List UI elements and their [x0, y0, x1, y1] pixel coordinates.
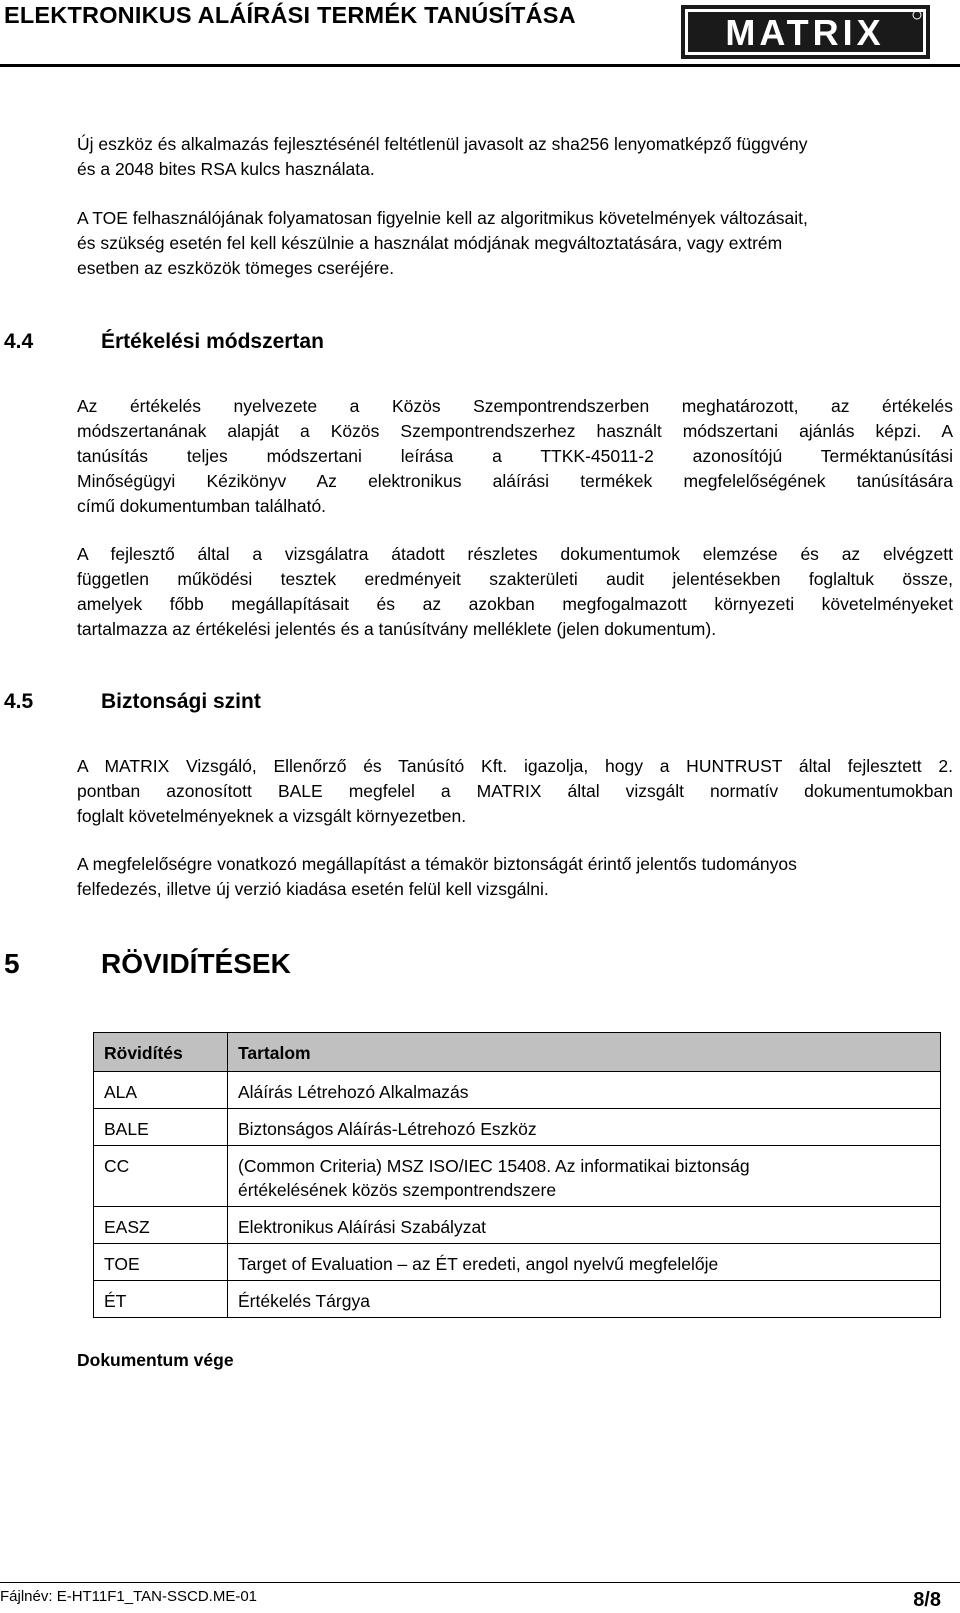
- paragraph-hash-recommendation: Új eszköz és alkalmazás fejlesztésénél feltétlenül javasolt az sha256 lenyomatképző függvény és a 2048 bites RSA kulcs használata.: [77, 134, 808, 179]
- paragraph-toe-user: A TOE felhasználójának folyamatosan figyelnie kell az algoritmikus követelmények változásait, és szükség esetén fel kell készülnie a használat módjának megváltoztatására, vagy extrém esetben az eszközök tömeges cseréjére.: [77, 208, 808, 278]
- paragraph-reassessment: A megfelelőségre vonatkozó megállapítást a témakör biztonságát érintő jelentős tudományos felfedezés, illetve új verzió kiadása esetén felül kell vizsgálni.: [77, 854, 797, 899]
- table-row: [94, 1244, 941, 1281]
- content-cell: Elektronikus Aláírási Szabályzat: [228, 1207, 941, 1244]
- table-header-row: [94, 1033, 941, 1072]
- table-row: [94, 1109, 941, 1146]
- abbr-cell: TOE: [94, 1244, 228, 1281]
- content-cell: Target of Evaluation – az ÉT eredeti, angol nyelvű megfelelője: [228, 1244, 941, 1281]
- column-header-content: Tartalom: [228, 1033, 941, 1072]
- footer-filename: Fájlnév: E-HT11F1_TAN-SSCD.ME-01: [0, 1588, 258, 1605]
- document-title: ELEKTRONIKUS ALÁÍRÁSI TERMÉK TANÚSÍTÁSA: [4, 2, 576, 28]
- svg-text:MATRIX: MATRIX: [725, 12, 885, 53]
- abbreviations-table: [93, 1032, 941, 1318]
- paragraph-matrix-certifies: A MATRIX Vizsgáló, Ellenőrző és Tanúsító Kft. igazolja, hogy a HUNTRUST által fejlesztett 2. pontban azonosított BALE megfelel a MATRIX által vizsgált normatív dokumentumokban foglalt követelményeknek a vizsgált környezetben.: [77, 756, 953, 826]
- page-number: 8/8: [913, 1589, 941, 1611]
- abbr-cell: ALA: [94, 1072, 228, 1109]
- content-cell: Aláírás Létrehozó Alkalmazás: [228, 1072, 941, 1109]
- abbr-cell: CC: [94, 1146, 228, 1207]
- header-rule: [0, 64, 960, 67]
- table-row: [94, 1281, 941, 1318]
- abbr-cell: ÉT: [94, 1281, 228, 1318]
- table-row: [94, 1207, 941, 1244]
- content-cell: (Common Criteria) MSZ ISO/IEC 15408. Az informatikai biztonság értékelésének közös szempontrendszere: [228, 1146, 941, 1207]
- abbr-cell: BALE: [94, 1109, 228, 1146]
- paragraph-evaluation-language: Az értékelés nyelvezete a Közös Szempontrendszerben meghatározott, az értékelés módszertanának alapját a Közös Szempontrendszerhez használt módszertani ajánlás képzi. A tanúsítás teljes módszertani leírása a TTKK-45011-2 azonosítójú Terméktanúsítási Minőségügyi Kézikönyv Az elektronikus aláírási termékek megfelelőségének tanúsítására című dokumentumban található.: [77, 396, 953, 516]
- matrix-logo: [681, 5, 930, 59]
- paragraph-audit-reports: A fejlesztő által a vizsgálatra átadott részletes dokumentumok elemzése és az elvégzett független működési tesztek eredményeit szakterületi audit jelentésekben foglaltuk össze, amelyek főbb megállapításait és az azokban megfogalmazott környezeti követelményeket tartalmazza az értékelési jelentés és a tanúsítvány melléklete (jelen dokumentum).: [77, 544, 953, 639]
- column-header-abbreviation: Rövidítés: [94, 1033, 228, 1072]
- content-cell: Biztonságos Aláírás-Létrehozó Eszköz: [228, 1109, 941, 1146]
- footer-rule: [0, 1582, 960, 1583]
- table-row: [94, 1072, 941, 1109]
- abbr-cell: EASZ: [94, 1207, 228, 1244]
- content-cell: Értékelés Tárgya: [228, 1281, 941, 1318]
- table-row: [94, 1146, 941, 1207]
- document-end-note: Dokumentum vége: [77, 1350, 234, 1370]
